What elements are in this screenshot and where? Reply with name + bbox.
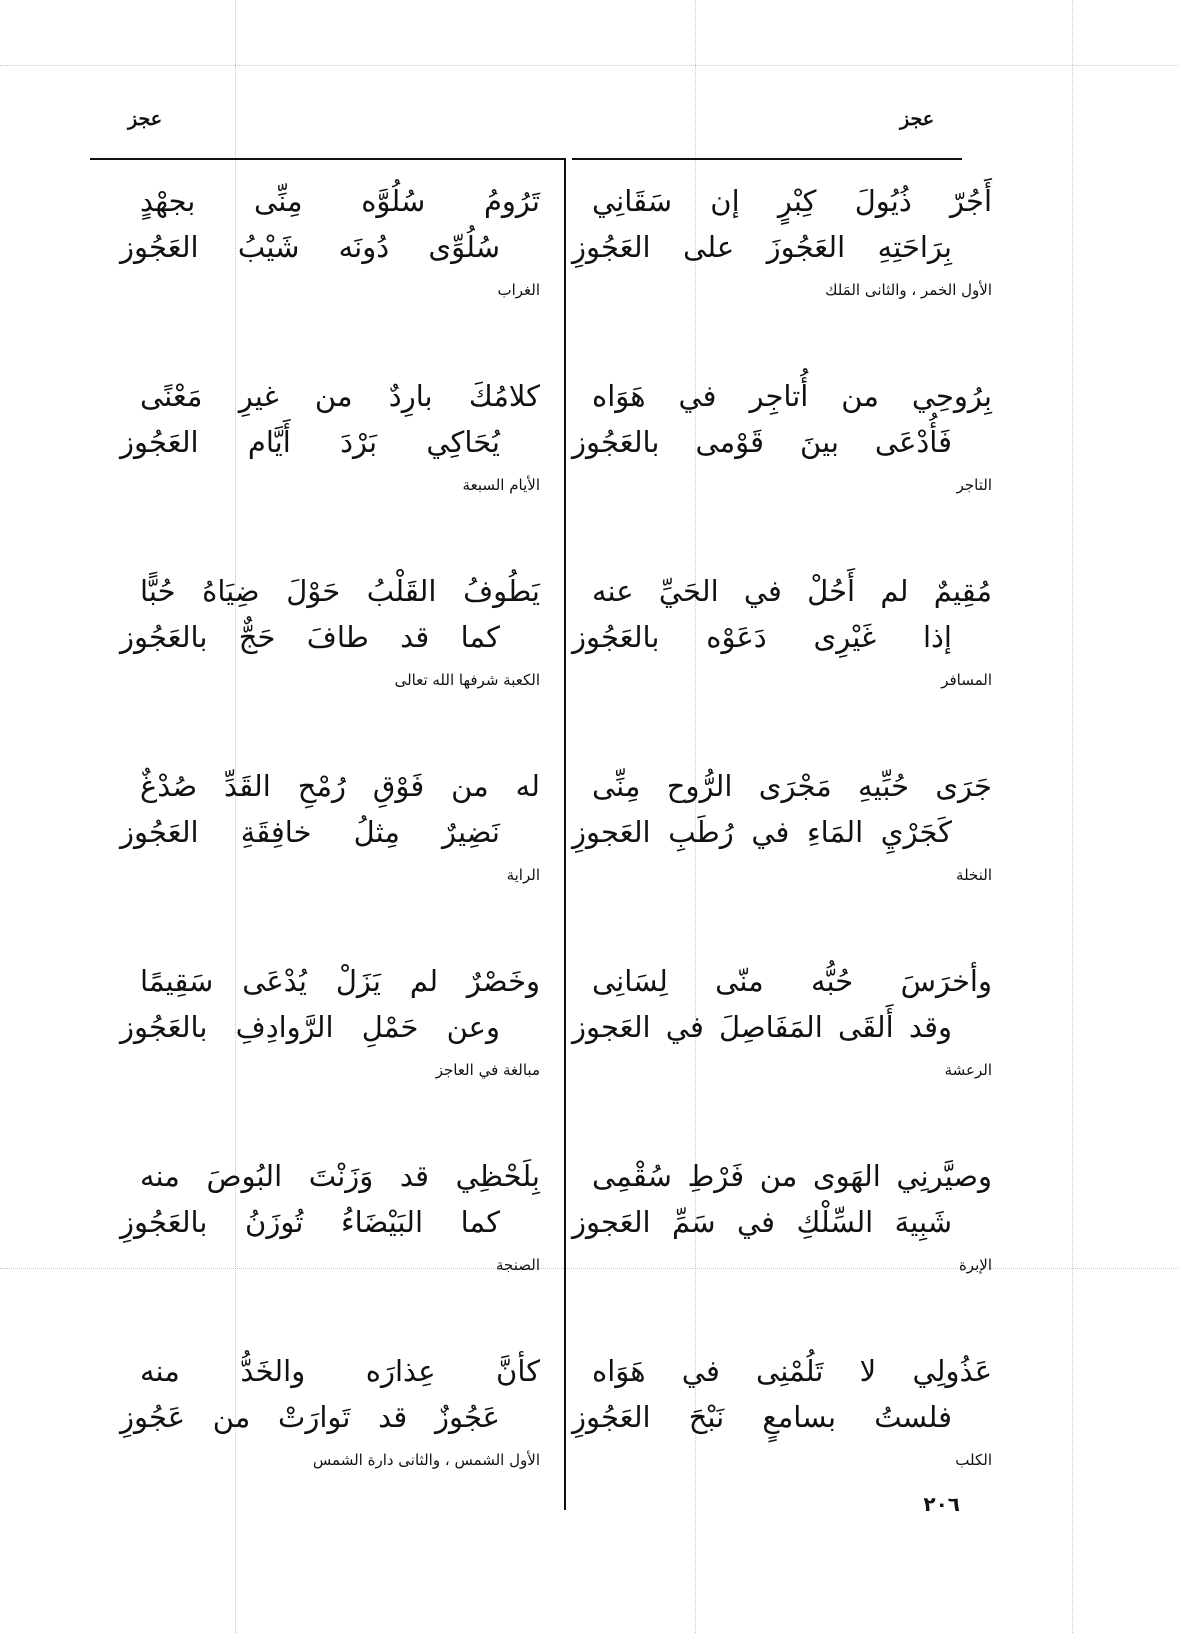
verse-line-2: عَجُوزٌ قد تَوارَتْ من عَجُوزِ xyxy=(120,1400,500,1434)
verse-line-1: مُقِيمٌ لم أَحُلْ في الحَيِّ عنه xyxy=(592,574,992,608)
verse-entry xyxy=(90,550,540,745)
verse-answer: الغراب xyxy=(497,281,540,299)
verse-entry xyxy=(542,550,992,745)
verse-line-2: كما قد طافَ حَجٌّ بالعَجُوز xyxy=(120,620,500,654)
verse-answer: التاجر xyxy=(956,476,992,494)
right-column xyxy=(542,160,992,1525)
verse-line-1: بِلَحْظِي قد وَزَنْتَ البُوصَ منه xyxy=(140,1159,540,1193)
verse-line-2: كما البَيْضَاءُ تُوزَنُ بالعَجُوزِ xyxy=(120,1205,500,1239)
header-left: عجز xyxy=(128,108,163,130)
header-right: عجز xyxy=(900,108,935,130)
verse-line-2: فَأُدْعَى بينَ قَوْمى بالعَجُوز xyxy=(572,425,952,459)
verse-line-1: كأنَّ عِذارَه والخَدُّ منه xyxy=(140,1354,540,1388)
verse-entry xyxy=(90,1330,540,1525)
verse-answer: النخلة xyxy=(956,866,992,884)
verse-entry xyxy=(90,745,540,940)
verse-line-1: يَطُوفُ القَلْبُ حَوْلَ ضِيَاهُ حُبًّا xyxy=(140,574,540,608)
verse-line-2: بِرَاحَتِهِ العَجُوزَ على العَجُوزِ xyxy=(572,230,952,264)
verse-line-1: له من فَوْقِ رُمْحِ القَدِّ صُدْغٌ xyxy=(140,769,540,803)
verse-line-2: وقد أَلقَى المَفَاصِلَ في العَجوز xyxy=(572,1010,952,1044)
verse-answer: الأول الخمر ، والثانى المَلك xyxy=(825,281,992,299)
verse-line-1: وصيَّرنِي الهَوى من فَرْطِ سُقْمِى xyxy=(592,1159,992,1193)
verse-entry xyxy=(90,940,540,1135)
verse-line-1: بِرُوحِي من أُتاجِر في هَوَاه xyxy=(592,379,992,413)
verse-line-1: وأخرَسَ حُبُّه منّى لِسَانِى xyxy=(592,964,992,998)
verse-entry xyxy=(542,160,992,355)
verse-entry xyxy=(90,355,540,550)
verse-answer: الرعشة xyxy=(944,1061,992,1079)
verse-entry xyxy=(90,1135,540,1330)
verse-line-2: يُحَاكِي بَرْدَ أَيَّام العَجُوز xyxy=(120,425,500,459)
verse-answer: الأول الشمس ، والثانى دارة الشمس xyxy=(312,1451,540,1469)
left-column xyxy=(90,160,540,1525)
guide-line xyxy=(1072,0,1073,1633)
verse-line-1: وخَصْرٌ لم يَزَلْ يُدْعَى سَقِيمًا xyxy=(140,964,540,998)
page-number: ٢٠٦ xyxy=(923,1492,960,1516)
verse-answer: الراية xyxy=(506,866,540,884)
verse-entry xyxy=(542,940,992,1135)
verse-line-2: كَجَرْيِ المَاءِ في رُطَبِ العَجوزِ xyxy=(572,815,952,849)
verse-line-1: كلامُكَ بارِدٌ من غيرِ مَعْنًى xyxy=(140,379,540,413)
verse-line-2: إذا غَيْرِى دَعَوْه بالعَجُوز xyxy=(572,620,952,654)
verse-line-1: جَرَى حُبِّيهِ مَجْرَى الرُّوح مِنِّى xyxy=(592,769,992,803)
verse-answer: المسافر xyxy=(941,671,992,689)
verse-answer: الأيام السبعة xyxy=(462,476,540,494)
verse-answer: مبالغة في العاجز xyxy=(435,1061,540,1079)
verse-answer: الصنجة xyxy=(496,1256,540,1274)
verse-line-1: عَذُولِي لا تَلُمْنِى في هَوَاه xyxy=(592,1354,992,1388)
guide-line xyxy=(0,65,1178,66)
verse-answer: الكعبة شرفها الله تعالى xyxy=(394,671,540,689)
verse-entry xyxy=(542,745,992,940)
verse-line-2: سُلُوِّى دُونَه شَيْبُ العَجُوز xyxy=(120,230,500,264)
verse-line-2: شَبِيهَ السِّلْكِ في سَمِّ العَجوز xyxy=(572,1205,952,1239)
verse-line-2: نَضِيرٌ مِثلُ خافِقَةِ العَجُوز xyxy=(120,815,500,849)
verse-line-2: وعن حَمْلِ الرَّوادِفِ بالعَجُوز xyxy=(120,1010,500,1044)
verse-entry xyxy=(542,355,992,550)
verse-line-1: أَجُرّ ذُيُولَ كِبْرٍ إن سَقَانِي xyxy=(592,184,992,218)
verse-answer: الإبرة xyxy=(958,1256,992,1274)
verse-line-1: تَرُومُ سُلُوَّه مِنِّى بجهْدٍ xyxy=(140,184,540,218)
verse-answer: الكلب xyxy=(955,1451,992,1469)
verse-entry xyxy=(542,1135,992,1330)
verse-line-2: فلستُ بسامعٍ نَبْحَ العَجُوزِ xyxy=(572,1400,952,1434)
verse-entry xyxy=(90,160,540,355)
